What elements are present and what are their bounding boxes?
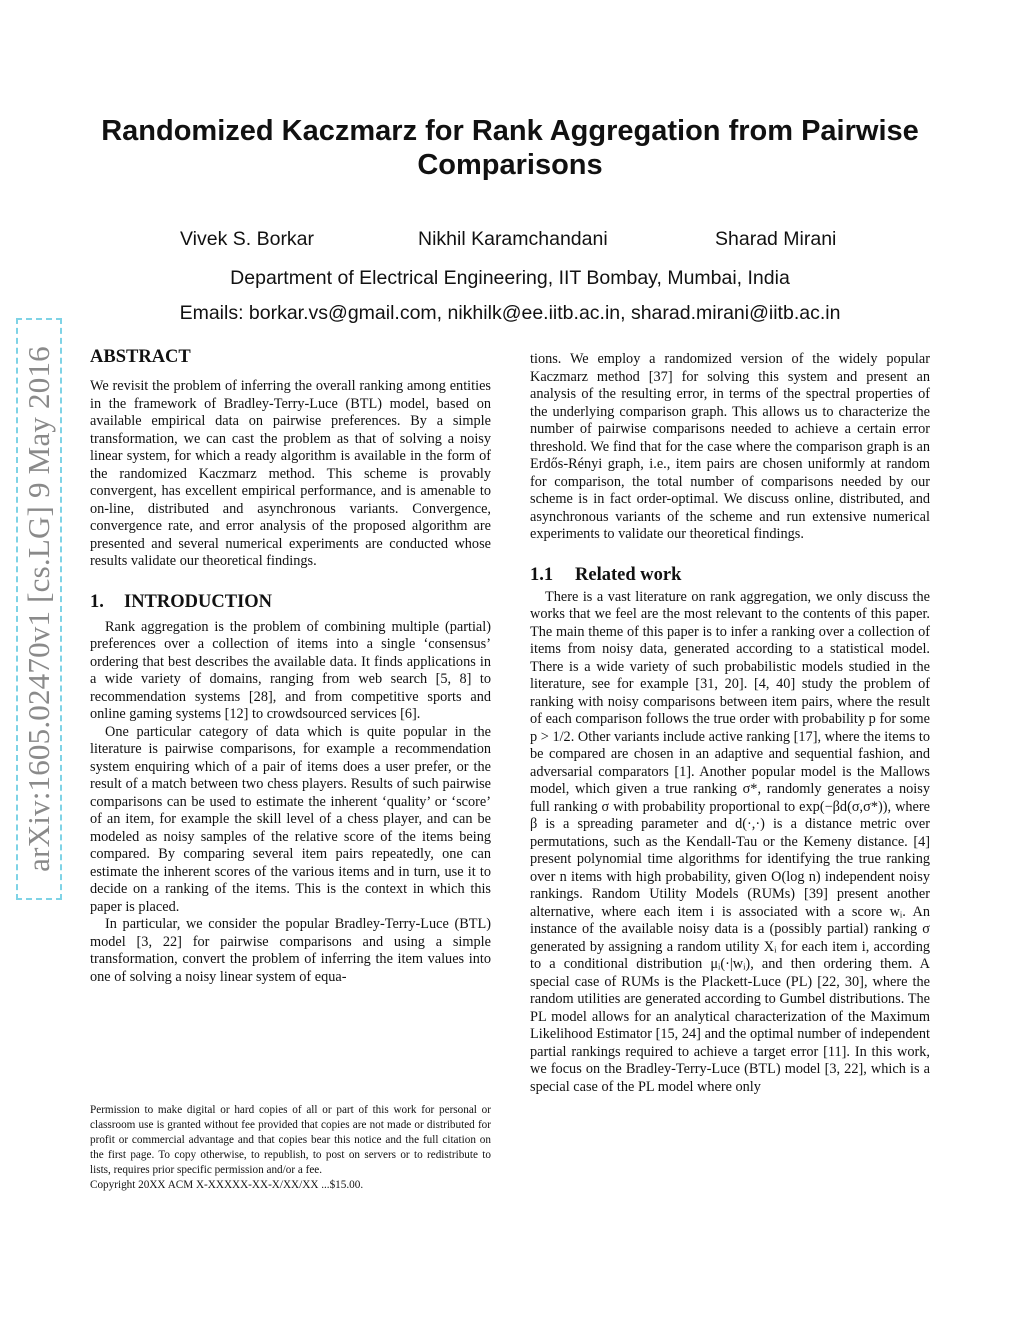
arxiv-id: arXiv:1605.02470v1 [cs.LG] 9 May 2016 [21, 346, 56, 872]
intro-title: INTRODUCTION [124, 591, 273, 612]
related-work-text: There is a vast literature on rank aggregation, we only discuss the works that we feel are the most relevant to the contents of this paper. The main theme of this paper is to infer a ranking over a collection of items from noisy data, generated according to a statistical model. There is a wide variety of such probabilistic models studied in the literature, see for example [31, 20]. [4, 40] study the problem of ranking with noisy comparisons between item pairs, where the result of each comparison follows the true order with probability p for some p > 1/2. Other variants include active ranking [17], where the items to be compared are chosen in an adaptive and sequential fashion, and adversarial comparators [1]. Another popular model is the Mallows model, which given a true ranking σ*, randomly generates a noisy full ranking σ with probability proportional to exp(−βd(σ,σ*)), where β is a spreading parameter and d(·,·) is a distance metric over permutations, such as the Kendall-Tau or the Kemeny distance. [4] present polynomial time algorithms for identifying the true ranking over n items with high probability, given O(log n) independent noisy rankings. Random Utility Models (RUMs) [39] present another alternative, where each item i is associated with a score wᵢ. An instance of the available noisy data is a (possibly partial) ranking σ generated by assigning a random utility Xᵢ for each item i, according to a conditional distribution μᵢ(·|wᵢ), and then ordering them. A special case of RUMs is the Plackett-Luce (PL) [22, 30], where the random utilities are generated according to Gumbel distributions. The PL model allows for an analytical characterization of the Maximum Likelihood Estimator [15, 24] and the optimal number of independent partial rankings required to achieve a target error [11]. In this work, we focus on the Bradley-Terry-Luce (BTL) model [3, 22], which is a special case of the PL model where only [530, 588, 930, 1095]
intro-number: 1. [90, 591, 104, 612]
emails: Emails: borkar.vs@gmail.com, nikhilk@ee.iitb.ac.in, sharad.mirani@iitb.ac.in [179, 302, 841, 324]
permission-notice [90, 1103, 491, 1193]
intro-paragraph-2: One particular category of data which is quite popular in the literature is pairwise comparisons, for example a recommendation system enquiring which of a pair of items does a user prefer, or the result of a match between two chess players. Results of such pairwise comparisons can be used to estimate the inherent ‘quality’ or ‘score’ of an item, for example the skill level of a chess player, and can be modeled as noisy samples of the relative score of the items being compared. By comparing several item pairs repeatedly, one can estimate the inherent scores of the various items and in turn, use it to decide on a ranking of the items. This is the context in which this paper is placed. [90, 723, 491, 915]
arxiv-stamp [16, 318, 62, 900]
abstract-heading: ABSTRACT [90, 347, 191, 367]
related-number: 1.1 [530, 564, 554, 585]
abstract-text: We revisit the problem of inferring the overall ranking among entities in the framework of Bradley-Terry-Luce (BTL) model, based on available empirical data on pairwise preferences. By a simple transformation, we can cast the problem as that of solving a noisy linear system, for which a ready algorithm is available in the form of the randomized Kaczmarz method. This scheme is provably convergent, has excellent empirical performance, and is amenable to on-line, distributed and asynchronous variants. Convergence, convergence rate, and error analysis of the proposed algorithm are presented and several numerical experiments are conducted whose results validate our theoretical findings. [90, 378, 491, 569]
left-column [90, 346, 491, 986]
author-2: Nikhil Karamchandani [418, 228, 608, 250]
affiliation: Department of Electrical Engineering, IIT Bombay, Mumbai, India [230, 267, 790, 289]
intro-paragraph-3: In particular, we consider the popular Bradley-Terry-Luce (BTL) model [3, 22] for pairwise comparisons and using a simple transformation, convert the problem of inferring the item values into one of solving a noisy linear system of equa- [90, 916, 491, 985]
right-column [530, 351, 930, 1096]
intro-continued: tions. We employ a randomized version of the widely popular Kaczmarz method [37] for solving this system and present an analysis of the resulting error, in terms of the spectral properties of the underlying comparison graph. This allows us to characterize the number of pairwise comparisons needed to achieve a certain error threshold. We find that for the case where the comparison graph is an Erdős-Rényi graph, i.e., item pairs are chosen uniformly at random for comparison, the total number of comparisons needed by our scheme is in fact order-optimal. We discuss online, distributed, and asynchronous variants of the scheme and run extensive numerical experiments to validate our theoretical findings. [530, 351, 930, 542]
related-work-heading [530, 564, 930, 586]
intro-paragraph-1: Rank aggregation is the problem of combining multiple (partial) preferences over a collection of items into a single ‘consensus’ ordering that best describes the available data. It finds applications in a wide variety of domains, ranging from web search [5, 8] to recommendation systems [28], and from competitive sports and online gaming systems [12] to crowdsourced services [6]. [90, 618, 491, 722]
paper-title: Randomized Kaczmarz for Rank Aggregation from Pairwise Comparisons [101, 115, 919, 181]
related-title: Related work [575, 564, 682, 585]
author-1: Vivek S. Borkar [180, 228, 315, 250]
author-3: Sharad Mirani [715, 228, 837, 250]
permission-text: Permission to make digital or hard copies of all or part of this work for personal or classroom use is granted without fee provided that copies are not made or distributed for profit or commercial advantage and that copies bear this notice and the full citation on the first page. To copy otherwise, to republish, to post on servers or to redistribute to lists, requires prior specific permission and/or a fee. [90, 1104, 491, 1176]
copyright-text: Copyright 20XX ACM X-XXXXX-XX-X/XX/XX ...$15.00. [90, 1179, 364, 1191]
intro-heading [90, 591, 491, 613]
